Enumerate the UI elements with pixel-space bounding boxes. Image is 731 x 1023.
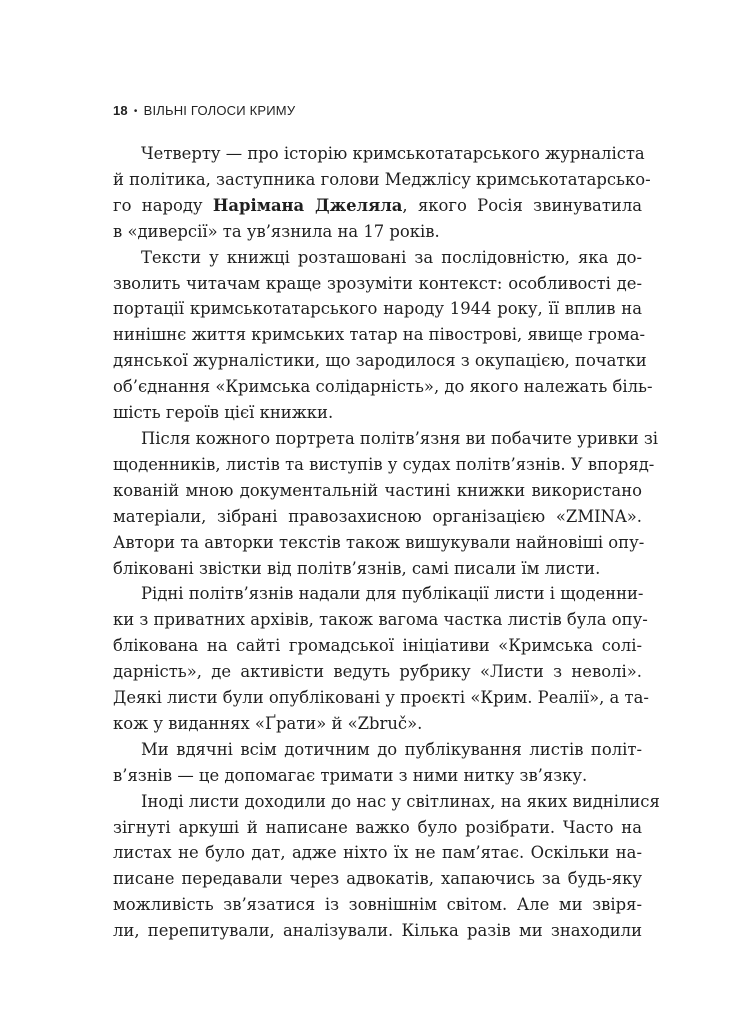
text-line: в «диверсії» та ув’язнила на 17 років.: [113, 221, 440, 241]
paragraph: [113, 789, 660, 944]
text-line: об’єднання «Кримська солідарність», до якого належать біль-: [113, 377, 653, 397]
text-line: дарність», де активісти ведуть рубрику «Листи з неволі».: [113, 662, 642, 682]
text-line: в’язнів — це допомагає тримати з ними нитку зв’язку.: [113, 765, 588, 785]
text-line: Ми вдячні всім дотичним до публікування листів політ-: [141, 739, 642, 759]
text-line: Деякі листи були опубліковані у проєкті «Крим. Реалії», а та-: [113, 688, 649, 708]
text-line: матеріали, зібрані правозахисною організацією «ZMINA».: [113, 506, 642, 526]
text-line: й політика, заступника голови Меджлісу кримськотатарсько-: [113, 169, 651, 189]
text-line: [113, 193, 642, 219]
text-line: зігнуті аркуші й написане важко було розібрати. Часто на: [113, 817, 642, 837]
text-line: Тексти у книжці розташовані за послідовністю, яка до-: [141, 247, 642, 267]
text-segment: го народу: [113, 195, 213, 215]
bold-name: Нарімана Джеляла: [212, 195, 403, 215]
text-line: бліковані звістки від політв’язнів, самі писали їм листи.: [113, 558, 601, 578]
text-line: Іноді листи доходили до нас у світлинах, на яких виднілися: [141, 791, 660, 811]
page-number: 18: [113, 103, 128, 118]
text-line: Після кожного портрета політв’язня ви побачите уривки зі: [141, 428, 659, 448]
text-line: шість героїв цієї книжки.: [113, 403, 334, 423]
text-line: щоденників, листів та виступів у судах політв’язнів. У впоряд-: [113, 454, 655, 474]
text-line: писане передавали через адвокатів, хапаючись за будь-яку: [113, 869, 642, 889]
paragraph: [113, 426, 659, 581]
text-line: нинішнє життя кримських татар на півострові, явище грома-: [113, 325, 646, 345]
text-line: можливість зв’язатися із зовнішнім світом. Але ми звіря-: [113, 895, 642, 915]
paragraph: [113, 245, 653, 426]
text-line: листах не було дат, адже ніхто їх не пам’ятає. Оскільки на-: [113, 843, 642, 863]
text-line: зволить читачам краще зрозуміти контекст: особливості де-: [113, 273, 642, 293]
text-line: блікована на сайті громадської ініціативи «Кримська солі-: [113, 636, 642, 656]
paragraph: [113, 737, 642, 789]
text-segment: , якого Росія звинуватила: [402, 195, 643, 215]
book-title: ВІЛЬНІ ГОЛОСИ КРИМУ: [143, 103, 296, 118]
text-line: Рідні політв’язнів надали для публікації листи і щоденни-: [141, 584, 644, 604]
body-text: [113, 141, 660, 944]
text-line: кованій мною документальній частині книжки використано: [113, 480, 642, 500]
text-line: Четверту — про історію кримськотатарського журналіста: [141, 144, 645, 163]
text-line: кож у виданнях «Ґрати» й «Zbruč».: [113, 713, 423, 733]
bullet-separator: •: [133, 106, 138, 117]
running-header: [113, 103, 295, 118]
text-line: дянської журналістики, що зародилося з окупацією, початки: [113, 351, 647, 371]
text-line: ли, перепитували, аналізували. Кілька разів ми знаходили: [113, 921, 642, 941]
text-line: ки з приватних архівів, також вагома частка листів була опу-: [113, 610, 648, 630]
text-line: Автори та авторки текстів також вишукували найновіші опу-: [113, 532, 645, 552]
paragraph: [113, 581, 649, 736]
text-line: портації кримськотатарського народу 1944 року, її вплив на: [113, 299, 642, 319]
paragraph: [113, 141, 651, 245]
